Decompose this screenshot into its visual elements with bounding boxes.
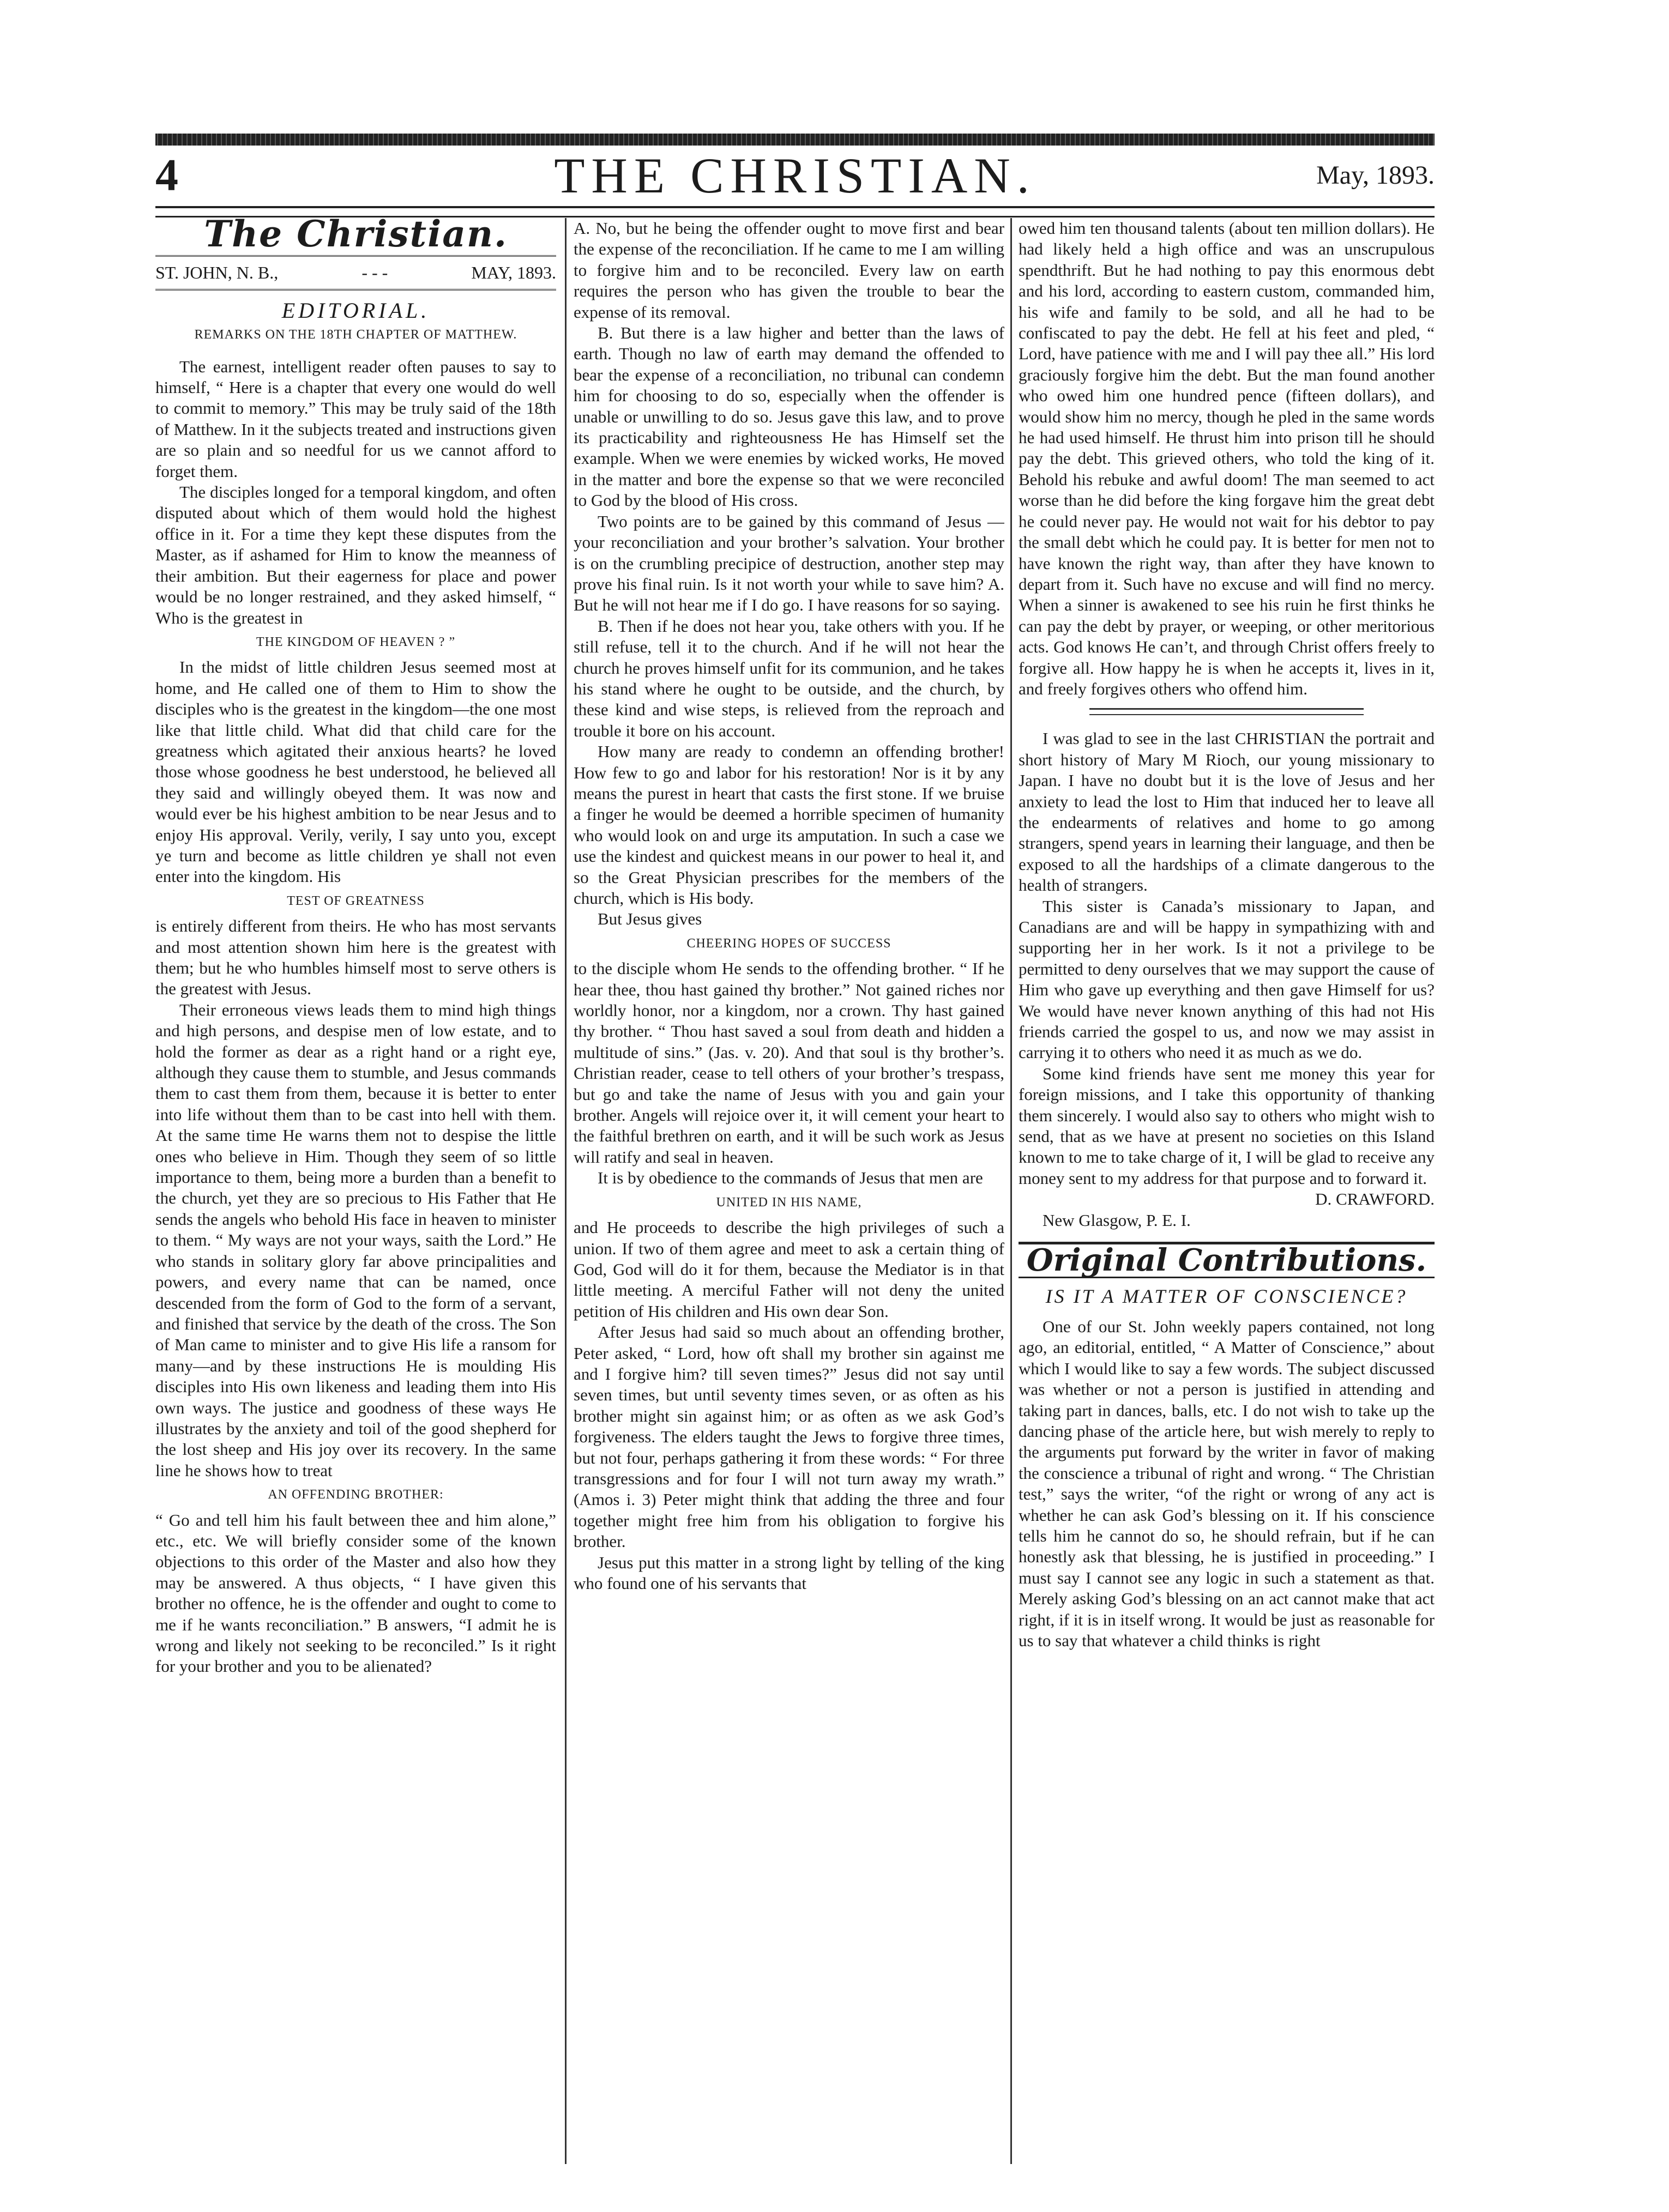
dateline-place: ST. JOHN, N. B.,: [155, 263, 279, 283]
column-divider: [565, 218, 567, 2164]
dateline-date: MAY, 1893.: [471, 263, 556, 283]
paragraph: Some kind friends have sent me money this year for foreign missions, and I take this opportunity of thanking them sincerely. I would also say to others who might wish to send, that as we have at present no societies on this Island known to me to take charge of it, I will be glad to receive any money sent to my address for that purpose and to forward it.: [1019, 1063, 1435, 1188]
paragraph: It is by obedience to the commands of Jesus that men are: [598, 1168, 983, 1188]
paper-title: The Christian.: [204, 218, 508, 255]
signature: D. CRAWFORD.: [1315, 1189, 1435, 1209]
page-header: [155, 148, 1435, 203]
paragraph: owed him ten thousand talents (about ten million dollars). He had likely held a high office and was an unscrupulous spendthrift. But he had nothing to pay this enormous debt and his lord, according to eastern custom, commanded him, his wife and family to be sold, and all he had to be confiscated to pay the debt. He fell at his feet and pled, “ Lord, have patience with me and I will pay thee all.” His lord graciously forgive him the debt. But the man found another who owed him one hundred pence (fifteen dollars), and would show him no mercy, though he pled in the same words he had used himself. He thrust him into prison till he should pay the debt. This grieved others, who told the king of it. Behold his rebuke and awful doom! The man seemed to act worse than he did before the king forgave him the great debt he could never pay. He would not wait for his debtor to pay the small debt which he could pay. It is better for men not to have known the right way, than after they have known to depart from it. Such have no excuse and will find no mercy. When a sinner is awakened to see his ruin he first thinks he can pay the debt by prayer, or weeping, or other meritorious acts. God knows He can’t, and through Christ offers freely to forgive all. How happy he is when he accepts it, lives in it, and freely forgives others who offend him.: [1019, 219, 1435, 698]
place-line: New Glasgow, P. E. I.: [1043, 1210, 1191, 1230]
dateline: [155, 255, 556, 290]
section-title: Original Contributions.: [1019, 1242, 1435, 1278]
paragraph: But Jesus gives: [598, 909, 702, 929]
column-1: [155, 218, 556, 2164]
paragraph: is entirely different from theirs. He who has most servants and most attention shown him here is the greatest with them; but he who humbles himself most to serve others is the greatest with Jesus.: [155, 916, 556, 999]
subheading: CHEERING HOPES OF SUCCESS: [686, 936, 891, 951]
paragraph: “ Go and tell him his fault between thee and him alone,” etc., etc. We will briefly consider some of the known objections to this order of the Master and also how they may be answered. A thus objects, “ I have given this brother no offence, he is the offender and ought to come to me if he wants reconciliation.” B answers, “I admit he is wrong and likely not seeking to be reconciled.” Is it right for your brother and you to be alienated?: [155, 1510, 556, 1676]
paragraph: In the midst of little children Jesus seemed most at home, and He called one of them to Him to show the disciples who is the greatest in the kingdom—the one most like that little child. What did that child care for the greatness which agitated their anxious hearts? he loved those whose goodness he best understood, he believed all they said and willingly obeyed them. It was now and would ever be his highest ambition to be near Jesus and to enjoy His approval. Verily, verily, I say unto you, except ye turn and become as little children ye shall not even enter into the kingdom. His: [155, 657, 556, 886]
signature-line: [1019, 1189, 1435, 1210]
paragraph: B. Then if he does not hear you, take others with you. If he still refuse, tell it to the church. And if he will not hear the church he proves himself unfit for its communion, and he takes his stand where he ought to be outside, and the church, by these kind and wise steps, is relieved from the reproach and trouble it bore on his account.: [574, 616, 1004, 740]
paragraph: The disciples longed for a temporal kingdom, and often disputed about which of them would hold the highest office in it. For a time they kept these disputes from the Master, as if ashamed for Him to know the meanness of their ambition. But their eagerness for place and power would be no longer restrained, and they asked himself, “ Who is the greatest in: [155, 482, 556, 627]
paragraph: Jesus put this matter in a strong light by telling of the king who found one of his servants that: [574, 1552, 1004, 1593]
paragraph: One of our St. John weekly papers contained, not long ago, an editorial, entitled, “ A Matter of Conscience,” about which I would like to say a few words. The subject discussed was whether or not a person is justified in attending and taking part in dances, balls, etc. I do not wish to take up the dancing phase of the article here, but wish merely to reply to the arguments put forward by the writer in favor of making the conscience a tribunal of right and wrong. “ The Christian test,” says the writer, “of the right or wrong of any act is whether he can ask God’s blessing on it. If his conscience tells him he cannot do so, he should refrain, but if he can honestly ask that blessing, he is justified in proceeding.” I must say I cannot see any logic in such a statement as that. Merely asking God’s blessing on an act cannot make that act right, if it is in itself wrong. It would be just as reasonable for us to say that whatever a child thinks is right: [1019, 1316, 1435, 1650]
paragraph: Two points are to be gained by this command of Jesus — your reconciliation and your brother’s salvation. Your brother is on the crumbling precipice of destruction, another step may prove his final ruin. Is it not worth your while to save him? A. But he will not hear me if I do go. I have reasons for so saying.: [574, 511, 1004, 615]
section-separator: [1089, 708, 1364, 715]
top-ornamental-rule: [155, 134, 1435, 146]
paragraph: B. But there is a law higher and better than the laws of earth. Though no law of earth may demand the offended to bear the expense of a reconciliation, no tribunal can condemn him for choosing to do so, especially when the offender is unable or unwilling to do so. Jesus gave this law, and to prove its practicability and righteousness He has Himself set the example. When we were enemies by wicked works, He moved in the matter and bore the expense so that we were reconciled to God by the blood of His cross.: [574, 323, 1004, 510]
header-double-rule: [155, 206, 1435, 217]
paragraph: to the disciple whom He sends to the offending brother. “ If he hear thee, thou hast gained thy brother.” Not gained riches nor worldly honor, nor a kingdom, nor a crown. Thy hast gained thy brother. “ Thou hast saved a soul from death and hidden a multitude of sins.” (Jas. v. 20). And that soul is thy brother’s. Christian reader, cease to tell others of your brother’s trespass, but go and take the name of Jesus with you and gain your brother. Angels will rejoice over it, it will cement your heart to the faithful brethren on earth, and it will be such work as Jesus will ratify and seal in heaven.: [574, 959, 1004, 1167]
paragraph: This sister is Canada’s missionary to Japan, and Canadians are and will be happy in sympathizing with and supporting her in her work. Is it not a privilege to be permitted to deny ourselves that we may support the cause of Him who gave up everything and then gave Himself for us? We would have never known anything of this had not His friends carried the gospel to us, and now we may assist in carrying it to others who need it as much as we do.: [1019, 896, 1435, 1062]
column-3: [1019, 218, 1435, 2164]
column-divider: [1010, 218, 1012, 2164]
paragraph: The earnest, intelligent reader often pauses to say to himself, “ Here is a chapter that every one would do well to commit to memory.” This may be truly said of the 18th of Matthew. In it the subjects treated and instructions given are so plain and so needful for us we cannot afford to forget them.: [155, 356, 556, 481]
article-title: IS IT A MATTER OF CONSCIENCE?: [1045, 1285, 1408, 1307]
masthead: THE CHRISTIAN.: [554, 148, 1036, 203]
remarks-heading: REMARKS ON THE 18TH CHAPTER OF MATTHEW.: [194, 328, 517, 342]
paragraph: Their erroneous views leads them to mind high things and high persons, and despise men of low estate, and to hold the former as dear as a right hand or a right eye, although they cause them to stumble, and Jesus commands them to cast them from them, because it is better to enter into life without them than to be cast into hell with them. At the same time He warns them not to despise the little ones who believe in Him. Though they seem of so little importance to them, being more a burden than a benefit to the church, yet they are so precious to His Father that He sends the angels who behold His face in heaven to minister to them. “ My ways are not your ways, saith the Lord.” He who stands in solitary glory far above principalities and powers, and every name that can be named, once descended from the form of God to the form of a servant, and finished that service by the death of the cross. The Son of Man came to minister and to give His life a ransom for many—and by these instructions He is moulding His disciples into His own likeness and leading them into His own ways. The justice and goodness of these ways He illustrates by the anxiety and toil of the good shepherd for the lost sheep and His joy over its recovery. In the same line he shows how to treat: [155, 1000, 556, 1480]
paragraph: and He proceeds to describe the high privileges of such a union. If two of them agree and meet to ask a certain thing of God, God will do it for them, because the Mediator is in that little meeting. A merciful Father will not deny the united petition of His children and His own dear Son.: [574, 1218, 1004, 1321]
issue-date: May, 1893.: [1316, 161, 1435, 190]
subheading: UNITED IN HIS NAME,: [716, 1195, 862, 1210]
page-number: 4: [155, 150, 178, 201]
dateline-dots: - - -: [361, 263, 388, 283]
paragraph: How many are ready to condemn an offending brother! How few to go and labor for his restoration! Nor is it by any means the purest in heart that casts the first stone. If we bruise a finger he would be deemed a horrible specimen of humanity who would look on and urge its amputation. In such a case we use the kindest and quickest means in our power to heal it, and so the Great Physician prescribes for the members of the church, which is His body.: [574, 742, 1004, 908]
subheading: THE KINGDOM OF HEAVEN ? ”: [256, 634, 456, 649]
paragraph: I was glad to see in the last CHRISTIAN the portrait and short history of Mary M Rioch, our young missionary to Japan. I have no doubt but it is the love of Jesus and her anxiety to lead the lost to Him that induced her to leave all the endearments of relatives and home to go among strangers, spend years in learning their language, and then be exposed to all the hardships of a climate dangerous to the health of strangers.: [1019, 729, 1435, 895]
column-2: [574, 218, 1004, 2164]
subheading: AN OFFENDING BROTHER:: [268, 1488, 444, 1502]
editorial-title: EDITORIAL.: [281, 298, 430, 323]
subheading: TEST OF GREATNESS: [287, 893, 425, 908]
paragraph: A. No, but he being the offender ought to move first and bear the expense of the reconciliation. If he came to me I am willing to forgive him and to be reconciled. Every law on earth requires the person who has given the trouble to bear the expense of its removal.: [574, 219, 1004, 322]
paragraph: After Jesus had said so much about an offending brother, Peter asked, “ Lord, how oft shall my brother sin against me and I forgive him? till seven times?” Jesus did not say until seven times, but until seventy times seven, or as often as his brother might sin against him; or as often as we ask God’s forgiveness. The elders taught the Jews to forgive three times, but not four, perhaps gathering it from these words: “ For three transgressions and for four I will not turn away my wrath.” (Amos i. 3) Peter might think that adding the three and four together might free him from his obligation to forgive his brother.: [574, 1322, 1004, 1551]
